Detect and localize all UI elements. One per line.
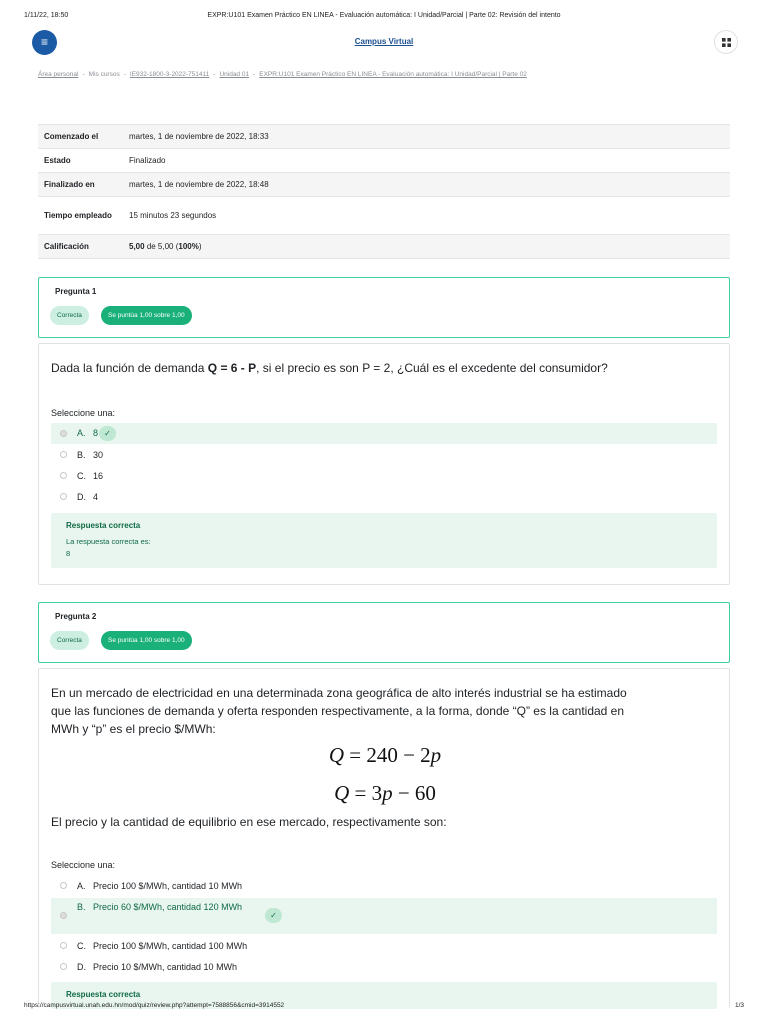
answer-option-d[interactable] <box>51 488 717 506</box>
breadcrumb: Área personal - Mis cursos - IE932-1800-3-2022-751411 - Unidad 01 - EXPR:U101 Examen Práctico EN LINEA - Evaluación automática: I Unidad/Parcial | Parte 02 <box>38 71 527 78</box>
question-text-line: En un mercado de electricidad en una determinada zona geográfica de alto interés industrial se ha estimado <box>51 686 627 700</box>
breadcrumb-course[interactable]: IE932-1800-3-2022-751411 <box>129 71 210 78</box>
grade-of: de 5,00 ( <box>146 242 179 251</box>
status-badge: Correcta <box>50 306 89 325</box>
grid-icon[interactable] <box>714 30 738 54</box>
summary-value: martes, 1 de noviembre de 2022, 18:48 <box>129 180 269 189</box>
question-text-formula: Q = 6 - P <box>207 361 257 375</box>
summary-row-finished <box>38 173 730 197</box>
formula-var: Q <box>334 781 350 805</box>
summary-row-started <box>38 125 730 149</box>
answer-text: Precio 10 $/MWh, cantidad 10 MWh <box>93 962 238 972</box>
summary-label: Estado <box>44 156 71 165</box>
feedback-title: Respuesta correcta <box>66 521 141 530</box>
answer-option-c[interactable] <box>51 467 717 485</box>
question-ask: El precio y la cantidad de equilibrio en ese mercado, respectivamente son: <box>51 815 447 829</box>
grade-percent: 100% <box>178 242 199 251</box>
question-number: Pregunta 1 <box>55 287 97 296</box>
points-badge: Se puntúa 1,00 sobre 1,00 <box>101 631 192 650</box>
summary-value <box>121 235 730 259</box>
answer-text: 8 <box>93 428 99 438</box>
formula-var: Q <box>328 743 344 767</box>
question-text-part: Dada la función de demanda <box>51 361 208 375</box>
breadcrumb-home[interactable]: Área personal <box>38 71 79 78</box>
radio-button[interactable] <box>60 493 67 500</box>
radio-button[interactable] <box>60 430 67 437</box>
print-page-number: 1/3 <box>734 1002 744 1009</box>
question-text-line: MWh y “p” es el precio $/MWh: <box>51 722 216 736</box>
question-text-part: , si el precio es son P = 2, ¿Cuál es el excedente del consumidor? <box>256 361 608 375</box>
question-text <box>51 359 608 377</box>
menu-icon[interactable]: ≡ <box>32 30 57 55</box>
check-icon: ✓ <box>99 426 116 441</box>
answer-option-d[interactable] <box>51 958 717 976</box>
answer-letter: B. <box>77 902 86 912</box>
summary-label: Calificación <box>44 242 89 251</box>
attempt-summary-table <box>38 124 730 259</box>
points-badge: Se puntúa 1,00 sobre 1,00 <box>101 306 192 325</box>
summary-row-grade <box>38 235 730 259</box>
demand-formula <box>39 743 731 768</box>
supply-formula <box>39 781 731 806</box>
answer-letter: B. <box>77 450 86 460</box>
print-header <box>0 12 768 24</box>
answer-option-a[interactable] <box>51 423 717 444</box>
summary-value: 15 minutos 23 segundos <box>129 211 217 220</box>
answer-letter: D. <box>77 962 86 972</box>
formula-var: p <box>382 781 393 805</box>
answer-text: 30 <box>93 450 104 460</box>
feedback-intro: La respuesta correcta es: <box>66 537 151 546</box>
summary-row-state <box>38 149 730 173</box>
radio-button[interactable] <box>60 451 67 458</box>
radio-button[interactable] <box>60 882 67 889</box>
breadcrumb-my-courses: Mis cursos <box>88 71 120 78</box>
summary-value: Finalizado <box>129 156 166 165</box>
question-2-content <box>38 668 730 1008</box>
formula-part: = 3 <box>349 781 383 805</box>
site-name-link[interactable]: Campus Virtual <box>354 37 414 46</box>
feedback-box <box>51 513 717 568</box>
answer-text: 4 <box>93 492 99 502</box>
summary-value: martes, 1 de noviembre de 2022, 18:33 <box>129 132 269 141</box>
print-url: https://campusvirtual.unah.edu.hn/mod/quiz/review.php?attempt=7588856&cmid=3914552 <box>24 1002 285 1009</box>
question-number: Pregunta 2 <box>55 612 97 621</box>
radio-button[interactable] <box>60 963 67 970</box>
radio-button[interactable] <box>60 942 67 949</box>
answer-letter: C. <box>77 471 86 481</box>
answer-letter: C. <box>77 941 86 951</box>
question-text-line: que las funciones de demanda y oferta responden respectivamente, a la forma, donde “Q” es la cantidad en <box>51 704 625 718</box>
grade-score: 5,00 <box>129 242 145 251</box>
grade-close: ) <box>198 242 202 251</box>
answer-letter: D. <box>77 492 86 502</box>
radio-button[interactable] <box>60 912 67 919</box>
radio-button[interactable] <box>60 472 67 479</box>
summary-label: Tiempo empleado <box>44 210 112 220</box>
formula-part: = 240 − 2 <box>343 743 431 767</box>
formula-part: − 60 <box>392 781 436 805</box>
question-1-info <box>38 277 730 338</box>
answer-text: 16 <box>93 471 104 481</box>
summary-label: Comenzado el <box>44 132 99 141</box>
answer-text: Precio 60 $/MWh, cantidad 120 MWh <box>93 902 243 912</box>
summary-row-time <box>38 197 730 235</box>
formula-var: p <box>430 743 442 767</box>
question-2-info <box>38 602 730 663</box>
select-prompt: Seleccione una: <box>51 860 116 870</box>
print-date: 1/11/22, 18:50 <box>24 12 69 19</box>
answer-letter: A. <box>77 428 86 438</box>
select-prompt: Seleccione una: <box>51 408 116 418</box>
check-icon: ✓ <box>265 908 282 923</box>
print-title: EXPR:U101 Examen Práctico EN LINEA - Evaluación automática: I Unidad/Parcial | Parte 02: Revisión del intento <box>207 12 561 19</box>
feedback-title: Respuesta correcta <box>66 990 141 999</box>
feedback-answer: 8 <box>66 549 71 558</box>
answer-option-b[interactable] <box>51 898 717 934</box>
breadcrumb-unit[interactable]: Unidad 01 <box>219 71 250 78</box>
question-1-content <box>38 343 730 585</box>
answer-option-a[interactable] <box>51 877 717 895</box>
answer-option-b[interactable] <box>51 446 717 464</box>
status-badge: Correcta <box>50 631 89 650</box>
answer-text: Precio 100 $/MWh, cantidad 100 MWh <box>93 941 248 951</box>
answer-text: Precio 100 $/MWh, cantidad 10 MWh <box>93 881 243 891</box>
question-text <box>51 684 723 738</box>
answer-letter: A. <box>77 881 86 891</box>
breadcrumb-quiz[interactable]: EXPR:U101 Examen Práctico EN LINEA - Evaluación automática: I Unidad/Parcial | Parte 02 <box>259 71 527 78</box>
answer-option-c[interactable] <box>51 937 717 955</box>
summary-label: Finalizado en <box>44 180 95 189</box>
navbar <box>24 28 744 58</box>
grid-icon-glyph <box>722 38 731 47</box>
